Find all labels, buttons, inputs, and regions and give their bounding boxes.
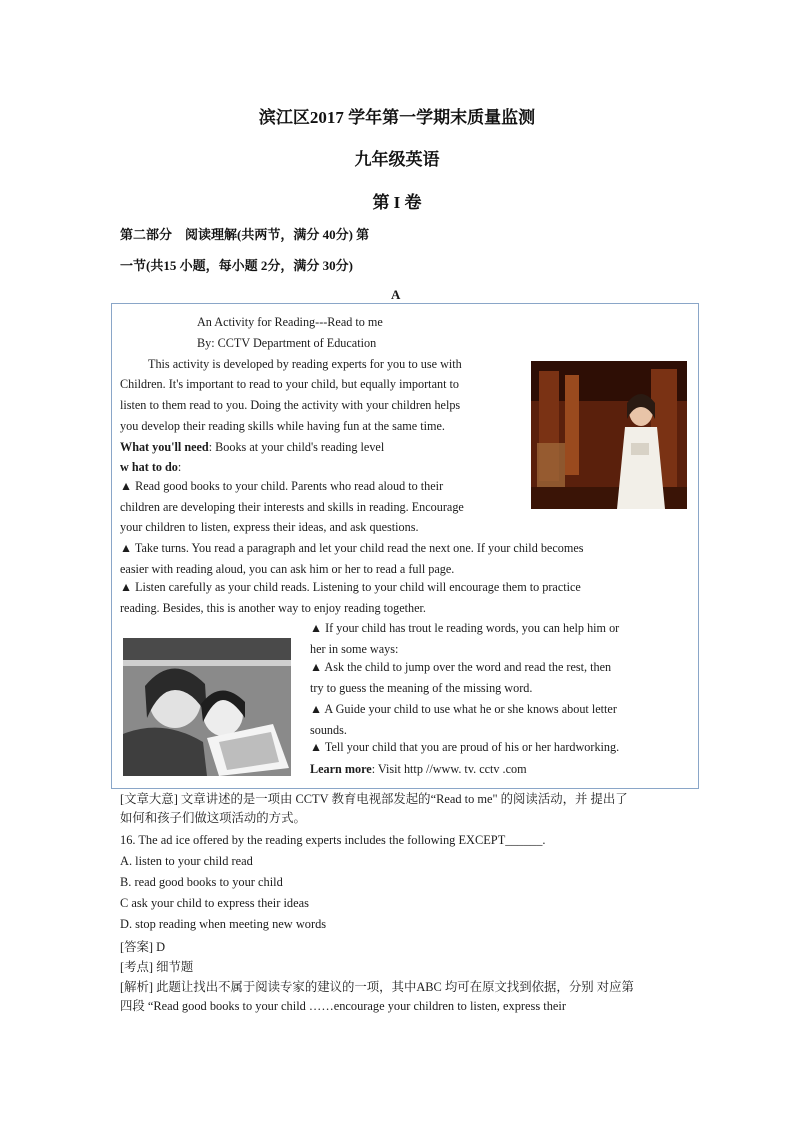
bullet-line: ▲ If your child has trout le reading words, you can help him or [310,621,620,635]
option-c: C ask your child to express their ideas [120,896,309,910]
bullet-line: her in some ways: [310,642,399,656]
bullet-line: ▲ Take turns. You read a paragraph and let your child read the next one. If your child becomes [120,541,584,555]
intro-line: Children. It's important to read to your child, but equally important to [120,377,459,391]
bullet-line: ▲ A Guide your child to use what he or she knows about letter [310,702,617,716]
what-label: w hat to do [120,460,178,474]
bullet-line: ▲ Listen carefully as your child reads. Listening to your child will encourage them to practice [120,580,581,594]
summary-line: [文章大意] 文章讲述的是一项由 CCTV 教育电视部发起的“Read to me" 的阅读活动，并 提出了 [120,792,628,806]
bullet-line: sounds. [310,723,347,737]
exam-point: [考点] 细节题 [120,960,194,974]
intro-line: This activity is developed by reading experts for you to use with [148,357,462,371]
question-16: 16. The ad ice offered by the reading experts includes the following EXCEPT______. [120,833,546,847]
option-a: A. listen to your child read [120,854,253,868]
bullet-line: children are developing their interests and skills in reading. Encourage [120,500,464,514]
bullet-line: reading. Besides, this is another way to enjoy reading together. [120,601,426,615]
passage-letter: A [391,287,401,302]
exam-title: 滨江区2017 学年第一学期末质量监测 [258,108,536,127]
intro-line: listen to them read to you. Doing the activity with your children helps [120,398,461,412]
section-heading-line2: 一节(共15 小题，每小题 2分，满分 30分) [120,258,353,273]
need-label: What you'll need [120,440,209,454]
subject-title: 九年级英语 [354,150,440,169]
option-d: D. stop reading when meeting new words [120,917,327,931]
mother-and-child-reading-photo [123,638,291,776]
learn-more-link[interactable]: : Visit http //www. tv. cctv .com [371,762,527,776]
answer: [答案] D [120,940,166,954]
option-b: B. read good books to your child [120,875,283,889]
bullet-line: ▲ Read good books to your child. Parents who read aloud to their [120,479,444,493]
bullet-line: your children to listen, express their ideas, and ask questions. [120,520,419,534]
need-text: : Books at your child's reading level [208,440,385,454]
need-line [120,437,384,458]
learn-more-label: Learn more [310,762,372,776]
explanation-line: [解析] 此题让找出不属于阅读专家的建议的一项，其中ABC 均可在原文找到依据，分别 对应第 [120,980,634,994]
what-colon: : [177,460,182,474]
bullet-line: try to guess the meaning of the missing word. [310,681,533,695]
bullet-line: ▲ Ask the child to jump over the word and read the rest, then [310,660,612,674]
section-heading-line1: 第二部分 阅读理解(共两节，满分 40分) 第 [120,227,370,242]
woman-reading-on-stage-photo [531,361,687,509]
passage-title: An Activity for Reading---Read to me [197,315,383,329]
bullet-line: easier with reading aloud, you can ask him or her to read a full page. [120,562,455,576]
summary-line: 如何和孩子们做这项活动的方式。 [120,811,306,825]
what-line [120,457,181,478]
explanation-line: 四段 “Read good books to your child ……encourage your children to listen, express their [120,999,566,1013]
learn-more-line [310,759,527,780]
bullet-line: ▲ Tell your child that you are proud of his or her hardworking. [310,740,620,754]
volume-title: 第 I 卷 [372,193,422,212]
passage-byline: By: CCTV Department of Education [197,336,377,350]
intro-line: you develop their reading skills while having fun at the same time. [120,419,445,433]
